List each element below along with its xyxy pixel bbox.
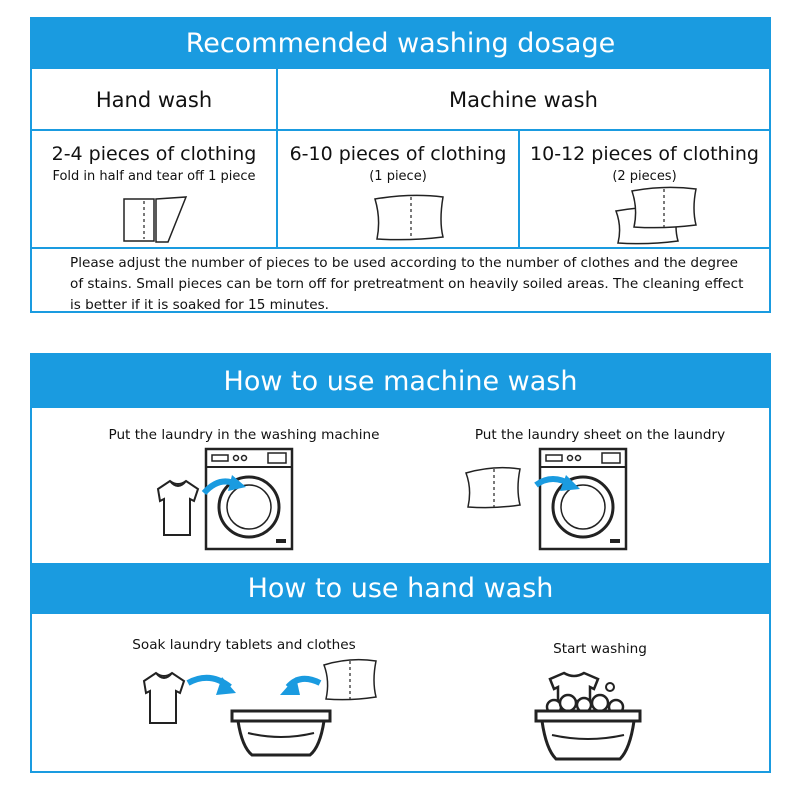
hand-wash-header: Hand wash xyxy=(32,69,278,131)
laundry-sheet-icon xyxy=(371,191,451,245)
hand-step-label: Soak laundry tablets and clothes xyxy=(132,637,356,653)
shirt-into-washer-icon xyxy=(140,445,300,555)
machine-step-label: Put the laundry sheet on the laundry xyxy=(474,427,726,443)
column-subtitle: (2 pieces) xyxy=(612,169,677,184)
dosage-column-hand xyxy=(32,131,278,249)
two-sheets-icon xyxy=(612,183,702,247)
hand-wash-title: How to use hand wash xyxy=(32,563,769,614)
usage-panel xyxy=(30,353,771,773)
machine-wash-header: Machine wash xyxy=(278,69,769,131)
column-title: 2-4 pieces of clothing xyxy=(51,143,257,165)
dosage-panel xyxy=(30,17,771,313)
machine-step-label: Put the laundry in the washing machine xyxy=(108,427,380,443)
torn-sheet-icon xyxy=(120,195,190,245)
machine-wash-title: How to use machine wash xyxy=(32,355,769,408)
sheet-into-washer-icon xyxy=(460,445,640,555)
column-title: 10-12 pieces of clothing xyxy=(530,143,759,165)
dosage-column-machine-1 xyxy=(278,131,520,249)
shirt-sheet-basin-icon xyxy=(140,651,380,761)
column-subtitle: Fold in half and tear off 1 piece xyxy=(52,169,256,184)
dosage-note: Please adjust the number of pieces to be used according to the number of clothes and the degree of stains. Small pieces can be torn off for pretreatment on heavily soiled areas. The cleaning effect is better if it is soaked for 15 minutes. xyxy=(70,255,744,313)
hand-step-label: Start washing xyxy=(553,641,647,657)
basin-washing-icon xyxy=(528,671,648,763)
column-subtitle: (1 piece) xyxy=(369,169,427,184)
dosage-column-machine-2 xyxy=(520,131,769,249)
dosage-title: Recommended washing dosage xyxy=(32,19,769,69)
column-title: 6-10 pieces of clothing xyxy=(289,143,507,165)
